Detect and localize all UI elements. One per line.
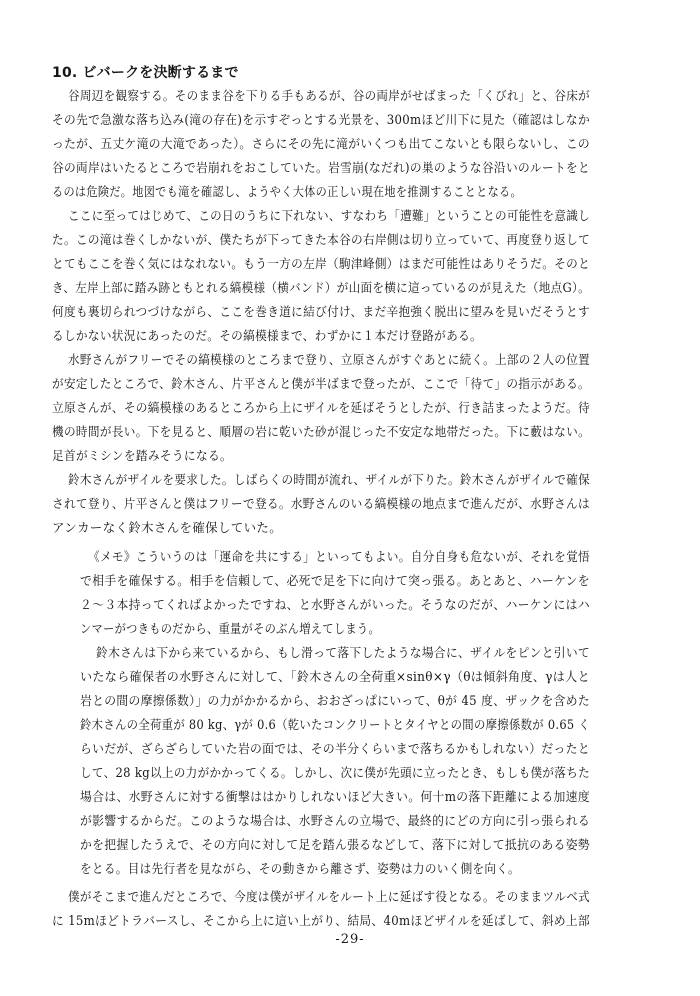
- text-line: して、28 kg以上の力がかかってくる。しかし、次に僕が先頭に立ったとき、もしも僕が落ちた: [80, 765, 591, 780]
- text-line: 鈴木さんの全荷重が 80 kg、γが 0.6（乾いたコンクリートとタイヤとの間の摩擦係数が 0.65 く: [80, 717, 591, 732]
- text-line: 水野さんがフリーでその縞模様のところまで登り、立原さんがすぐあとに続く。上部の２人の位置: [68, 352, 591, 367]
- text-line: 何度も裏切られつづけながら、ここを巻き道に結び付け、まだ辛抱強く脱出に望みを見いだそうとす: [52, 304, 590, 319]
- text-line: るのは危険だ。地図でも滝を確認し、ようやく大体の正しい現在地を推測することとなる。: [52, 184, 522, 199]
- text-line: 立原さんが、その縞模様のあるところから上にザイルを延ばそうとしたが、行き詰まったようだ。待: [52, 400, 590, 415]
- text-line: かを把握したうえで、その方向に対して足を踏ん張るなどして、落下に対して抵抗のある姿勢: [80, 837, 591, 852]
- text-line: 《メモ》こういうのは「運命を共にする」といってもよい。自分自身も危ないが、それを覚悟: [88, 549, 590, 564]
- text-line: 谷の両岸はいたるところで岩崩れをおこしていた。岩雪崩(なだれ)の巣のような谷沿いのルートをと: [52, 160, 591, 175]
- text-line: 足首がミシンを踏みそうになる。: [52, 448, 233, 463]
- text-line: 僕がそこまで進んだところで、今度は僕がザイルをルート上に延ばす役となる。そのままツルベ式: [68, 889, 591, 904]
- text-line: とてもここを巻く気にはなれない。もう一方の左岸（駒津峰側）はまだ可能性はありそうだ。そのと: [52, 256, 591, 271]
- text-line: いたなら確保者の水野さんに対して、「鈴木さんの全荷重×sinθ×γ（θは傾斜角度、γは人と: [80, 669, 590, 684]
- text-line: 鈴木さんがザイルを要求した。しばらくの時間が流れ、ザイルが下りた。鈴木さんがザイルで確保: [68, 472, 591, 487]
- text-line: ンマーがつきものだから、重量がそのぶん増えてしまう。: [80, 621, 380, 636]
- text-line: らいだが、ざらざらしていた岩の面では、その半分くらいまで落ちるかもしれない）だったと: [80, 741, 590, 756]
- text-line: が安定したところで、鈴木さん、片平さんと僕が半ばまで登ったが、ここで「待て」の指示がある。: [52, 376, 590, 391]
- text-line: き、左岸上部に踏み跡ともとれる縞模様（横バンド）が山面を横に這っているのが見えた（地点G）。: [52, 280, 591, 295]
- text-line: ２～３本持ってくればよかったですね、と水野さんがいった。そうなのだが、ハーケンにはハ: [80, 597, 591, 612]
- text-line: されて登り、片平さんと僕はフリーで登る。水野さんのいる縞模様の地点まで進んだが、水野さんは: [52, 496, 590, 511]
- text-line: ここに至ってはじめて、この日のうちに下れない、すなわち「遭難」ということの可能性を意識し: [68, 208, 590, 223]
- text-line: 鈴木さんは下から来ているから、もし滑って落下したような場合に、ザイルをピンと引いて: [96, 645, 590, 660]
- text-line: が影響するからだ。このような場合は、水野さんの立場で、最終的にどの方向に引っ張られる: [80, 813, 591, 828]
- text-line: るしかない状況にあったのだ。その縞模様まで、わずかに１本だけ登路がある。: [52, 328, 482, 343]
- section-heading: 10. ビバークを決断するまで: [52, 65, 239, 81]
- text-line: をとる。目は先行者を見ながら、その動きから離さず、姿勢は力のいく側を向く。: [80, 861, 520, 876]
- text-line: ったが、五丈ケ滝の大滝であった）。さらにその先に滝がいくつも出てこないとも限らないし、この: [52, 136, 591, 151]
- text-line: 機の時間が長い。下を見ると、順層の岩に乾いた砂が混じった不安定な地帯だった。下に藪はない。: [52, 424, 591, 439]
- page-number: -29-: [335, 932, 365, 947]
- text-line: 場合は、水野さんに対する衝撃ははかりしれないほど大きい。何十mの落下距離による加速度: [80, 789, 590, 804]
- text-line: た。この滝は巻くしかないが、僕たちが下ってきた本谷の右岸側は切り立っていて、再度登り返して: [52, 232, 591, 247]
- text-line: その先で急激な落ち込み(滝の存在)を示すぞっとする光景を、300mほど川下に見た（確認はしなか: [52, 112, 590, 127]
- text-line: で相手を確保する。相手を信頼して、必死で足を下に向けて突っ張る。あとあと、ハーケンを: [80, 573, 590, 588]
- text-line: アンカーなく鈴木さんを確保していた。: [52, 520, 282, 535]
- text-line: 谷周辺を観察する。そのまま谷を下りる手もあるが、谷の両岸がせばまった「くびれ」と、谷床が: [68, 88, 590, 103]
- text-line: に 15mほどトラバースし、そこから上に這い上がり、結局、40mほどザイルを延ばして、斜め上部: [52, 913, 591, 928]
- text-line: 岩との間の摩擦係数）」の力がかかるから、おおざっぱにいって、θが 45 度、ザックを含めた: [80, 693, 591, 708]
